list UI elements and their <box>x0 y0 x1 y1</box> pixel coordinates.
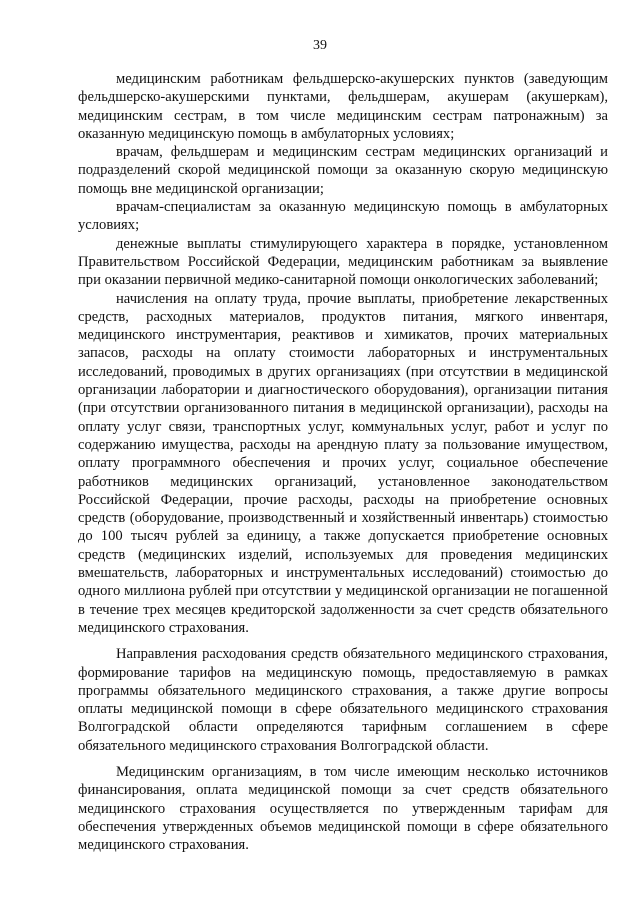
paragraph-feldsher-workers: медицинским работникам фельдшерско-акушерских пунктов (заведующим фельдшерско-акушерскими пунктами, фельдшерам, акушерам (акушеркам), медицинским сестрам, в том числе медицинским сестрам патронажным) за оказанную медицинскую помощь в амбулаторных условиях; <box>78 71 608 142</box>
paragraph-tariff-agreement: Направления расходования средств обязательного медицинского страхования, формирование тарифов на медицинскую помощь, предоставляемую в рамках программы обязательного медицинского страхования, а также другие вопросы оплаты медицинской помощи в сфере обязательного медицинского страхования Волгоградской области определяются тарифным соглашением в сфере обязательного медицинского страхования Волгоградской области. <box>78 646 608 754</box>
paragraph-emergency-care: врачам, фельдшерам и медицинским сестрам медицинских организаций и подразделений скорой медицинской помощи за оказанную скорую медицинскую помощь вне медицинской организации; <box>78 144 608 197</box>
paragraph-expense-items: начисления на оплату труда, прочие выплаты, приобретение лекарственных средств, расходных материалов, продуктов питания, мягкого инвентаря, медицинского инструментария, реактивов и химикатов, прочих материальных запасов, расходы на оплату стоимости лабораторных и инструментальных исследований, проводимых в других организациях (при отсутствии в медицинской организации лаборатории и диагностического оборудования), организации питания (при отсутствии организованного питания в медицинской организации), расходы на оплату услуг связи, транспортных услуг, коммунальных услуг, работ и услуг по содержанию имущества, расходы на арендную плату за пользование имуществом, оплату программного обеспечения и прочих услуг, социальное обеспечение работников медицинских организаций, установленное законодательством Российской Федерации, прочие расходы, расходы на приобретение основных средств (оборудование, производственный и хозяйственный инвентарь) стоимостью до 100 тысяч рублей за единицу, а также допускается приобретение основных средств (медицинских изделий, используемых для проведения медицинских вмешательств, лабораторных и инструментальных исследований) стоимостью до одного миллиона рублей при отсутствии у медицинской организации не погашенной в течение трех месяцев кредиторской задолженности за счет средств обязательного медицинского страхования. <box>78 290 608 636</box>
paragraph-payment-tariffs: Медицинским организациям, в том числе имеющим несколько источников финансирования, оплата медицинской помощи за счет средств обязательного медицинского страхования осуществляется по утвержденным тарифам для обеспечения утвержденных объемов медицинской помощи в сфере обязательного медицинского страхования. <box>78 763 608 854</box>
paragraph-incentive-payments: денежные выплаты стимулирующего характера в порядке, установленном Правительством Российской Федерации, медицинским работникам за выявление при оказании первичной медико-санитарной помощи онкологических заболеваний; <box>78 235 608 289</box>
page-number: 39 <box>313 38 327 53</box>
paragraph-specialists: врачам-специалистам за оказанную медицинскую помощь в амбулаторных условиях; <box>78 199 608 234</box>
document-body <box>78 70 608 854</box>
